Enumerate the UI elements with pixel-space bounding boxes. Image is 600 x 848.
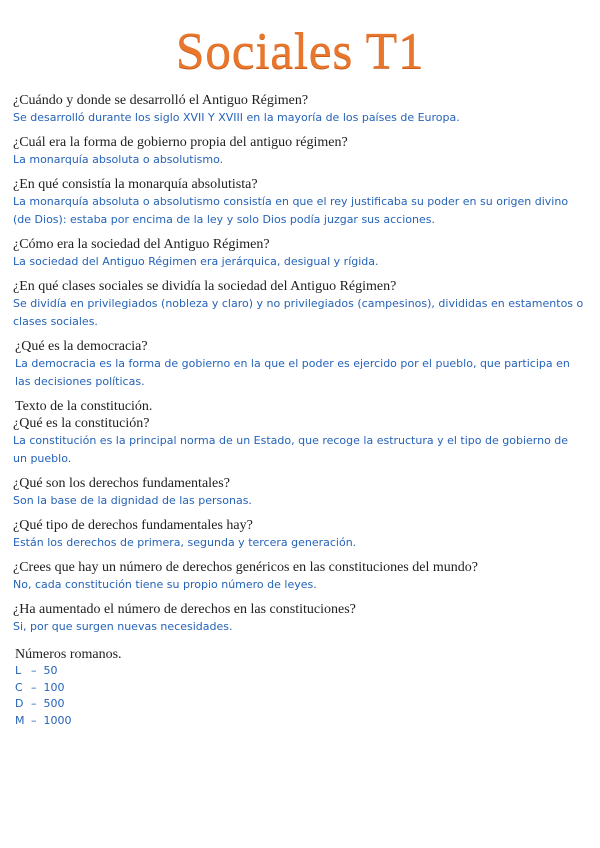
qa-item-derechos-genericos bbox=[13, 559, 585, 594]
qa-item-constitucion bbox=[13, 415, 585, 468]
answer: La constitución es la principal norma de un Estado, que recoge la estructura y el tipo de gobierno de un pueblo. bbox=[13, 434, 569, 465]
question: ¿Qué es la constitución? bbox=[13, 416, 150, 431]
numeral-value: 50 bbox=[43, 664, 58, 677]
qa-item-tipos-derechos bbox=[13, 517, 585, 552]
numeral-letter: M bbox=[15, 713, 25, 727]
question: ¿Qué es la democracia? bbox=[15, 339, 148, 354]
answer: Se dividía en privilegiados (nobleza y claro) y no privilegiados (campesinos), divididas en estamentos o clases sociales. bbox=[13, 297, 584, 328]
qa-item-clases-sociales bbox=[13, 278, 585, 331]
numeral-value: 1000 bbox=[43, 713, 72, 727]
numeral-separator: – bbox=[31, 680, 37, 694]
qa-item-monarquia-absolutista bbox=[13, 176, 585, 229]
answer: La democracia es la forma de gobierno en la que el poder es ejercido por el pueblo, que participa en las decisiones políticas. bbox=[15, 357, 570, 388]
question: ¿Cuándo y donde se desarrolló el Antiguo Régimen? bbox=[13, 93, 309, 108]
page-title: Sociales T1 bbox=[175, 23, 425, 80]
answer: La monarquía absoluta o absolutismo consistía en que el rey justificaba su poder en su origen divino (de Dios): estaba por encima de la ley y solo Dios podía juzgar sus acciones. bbox=[13, 195, 569, 226]
qa-item-democracia bbox=[13, 338, 585, 391]
answer: Se desarrolló durante los siglo XVII Y XVIII en la mayoría de los países de Europa. bbox=[13, 111, 460, 124]
qa-item-aumento-derechos bbox=[13, 601, 585, 636]
question: ¿En qué clases sociales se dividía la sociedad del Antiguo Régimen? bbox=[13, 279, 397, 294]
roman-numerals-section bbox=[13, 646, 585, 729]
answer: La sociedad del Antiguo Régimen era jerárquica, desigual y rígida. bbox=[13, 255, 379, 268]
numeral-row bbox=[13, 680, 585, 697]
numeral-separator: – bbox=[31, 713, 37, 727]
qa-item-derechos-fundamentales bbox=[13, 475, 585, 510]
question: ¿Cuál era la forma de gobierno propia del antiguo régimen? bbox=[13, 135, 348, 150]
answer: La monarquía absoluta o absolutismo. bbox=[13, 153, 224, 166]
qa-item-forma-gobierno bbox=[13, 134, 585, 169]
numeral-separator: – bbox=[31, 664, 37, 677]
constitution-heading: Texto de la constitución. bbox=[15, 399, 153, 414]
question: ¿Qué tipo de derechos fundamentales hay? bbox=[13, 518, 253, 533]
numeral-separator: – bbox=[31, 697, 37, 710]
question: ¿En qué consistía la monarquía absolutista? bbox=[13, 177, 258, 192]
numeral-row bbox=[13, 663, 585, 680]
question: ¿Ha aumentado el número de derechos en las constituciones? bbox=[13, 602, 356, 617]
question: ¿Qué son los derechos fundamentales? bbox=[13, 476, 230, 491]
answer: No, cada constitución tiene su propio número de leyes. bbox=[13, 578, 317, 591]
qa-item-sociedad bbox=[13, 236, 585, 271]
numeral-row bbox=[13, 713, 585, 730]
numeral-letter: C bbox=[15, 680, 23, 694]
answer: Son la base de la dignidad de las personas. bbox=[13, 494, 252, 507]
numeral-row bbox=[13, 696, 585, 713]
question: ¿Crees que hay un número de derechos genéricos en las constituciones del mundo? bbox=[13, 560, 478, 575]
document-body bbox=[13, 92, 585, 729]
numerals-heading: Números romanos. bbox=[15, 647, 122, 662]
numeral-value: 500 bbox=[43, 697, 65, 710]
qa-item-antiguo-regimen bbox=[13, 92, 585, 127]
numeral-value: 100 bbox=[43, 680, 65, 694]
numeral-letter: L bbox=[15, 664, 22, 677]
answer: Están los derechos de primera, segunda y tercera generación. bbox=[13, 536, 357, 549]
numeral-letter: D bbox=[15, 697, 24, 710]
answer: Si, por que surgen nuevas necesidades. bbox=[13, 620, 233, 633]
question: ¿Cómo era la sociedad del Antiguo Régimen? bbox=[13, 237, 270, 252]
